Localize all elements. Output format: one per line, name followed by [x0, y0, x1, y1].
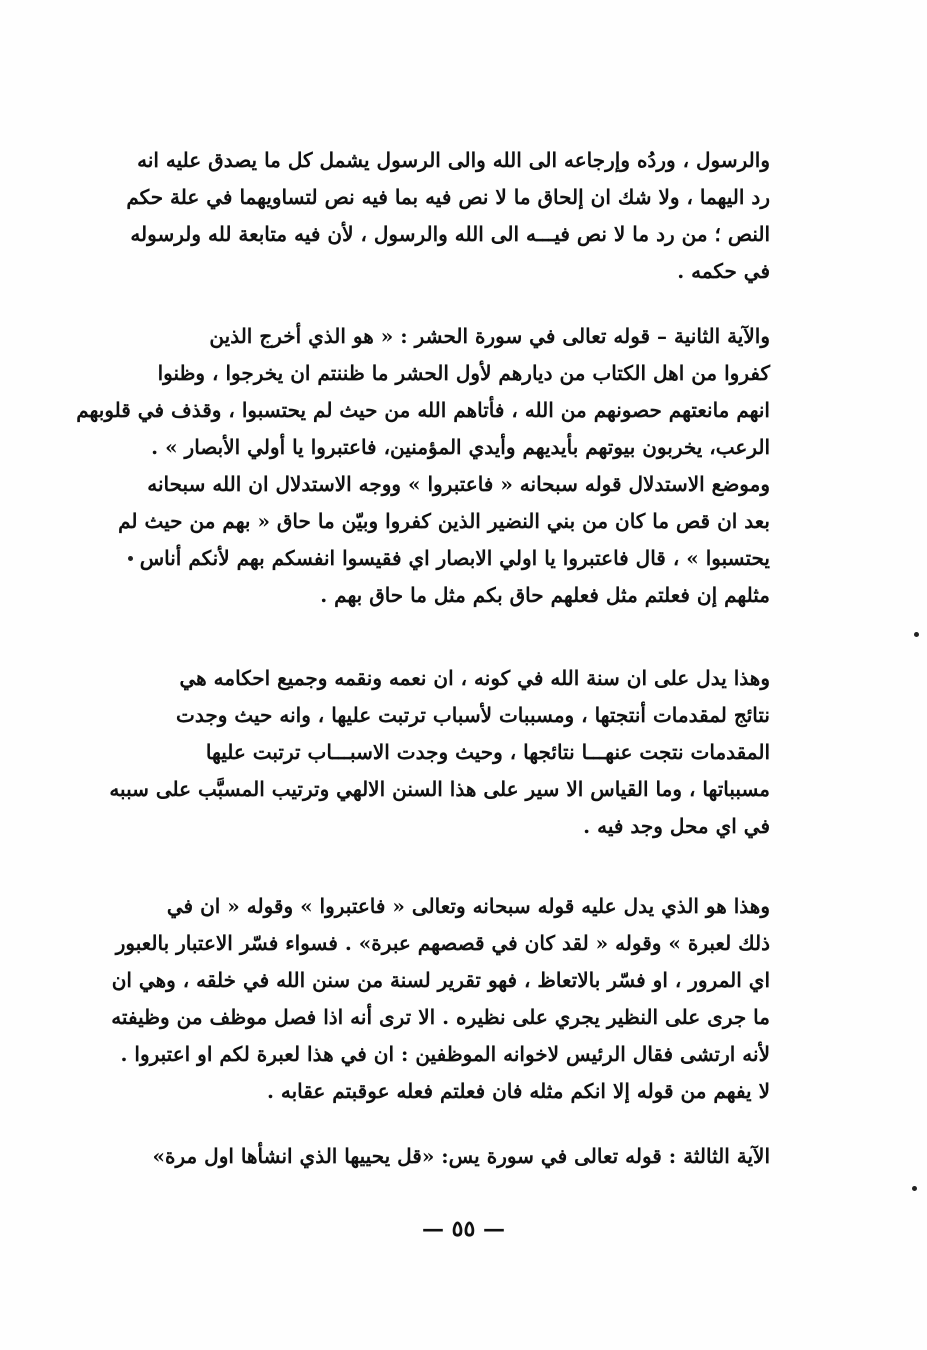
- text-line: رد اليهما ، ولا شك ان إلحاق ما لا نص فيه بما فيه نص لتساويهما في علة حكم: [126, 185, 770, 209]
- text-line: مثلهم إن فعلتم مثل فعلهم حاق بكم مثل ما حاق بهم .: [320, 583, 770, 607]
- text-line: والآية الثانية – قوله تعالى في سورة الحشر : « هو الذي أخرج الذين: [209, 324, 770, 348]
- paragraph-1: [126, 142, 770, 290]
- text-line: الآية الثالثة : قوله تعالى في سورة يس: «قل يحييها الذي انشأها اول مرة»: [152, 1144, 770, 1168]
- text-line: والرسول ، وردُه وإرجاعه الى الله والى الرسول يشمل كل ما يصدق عليه انه: [137, 148, 770, 172]
- text-line: مسبباتها ، وما القياس الا سير على هذا السنن الالهي وترتيب المسبَّب على سببه: [109, 777, 770, 801]
- margin-dot: [912, 1186, 917, 1191]
- text-line: النص ؛ من رد ما لا نص فيـــه الى الله والرسول ، لأن فيه متابعة لله ولرسوله: [130, 222, 770, 246]
- margin-dot: [914, 632, 919, 637]
- text-line: نتائج لمقدمات أنتجتها ، ومسببات لأسباب ترتبت عليها ، وانه حيث وجدت: [176, 703, 770, 727]
- text-line: لأنه ارتشى فقال الرئيس لاخوانه الموظفين : ان في هذا لعبرة لكم او اعتبروا .: [120, 1042, 770, 1066]
- page-number: — ٥٥ —: [422, 1216, 505, 1242]
- text-line: وهذا هو الذي يدل عليه قوله سبحانه وتعالى « فاعتبروا » وقوله « ان في: [166, 894, 770, 918]
- text-line: كفروا من اهل الكتاب من ديارهم لأول الحشر ما ظننتم ان يخرجوا ، وظنوا: [157, 361, 770, 385]
- text-line: بعد ان قص ما كان من بني النضير الذين كفروا وبيّن ما حاق « بهم من حيث لم: [118, 509, 770, 533]
- text-line: في حكمه .: [677, 259, 770, 283]
- text-line: اي المرور ، او فسّر بالاتعاظ ، فهو تقرير لسنة من سنن الله في خلقه ، وهي ان: [111, 968, 770, 992]
- paragraph-4: [111, 888, 770, 1110]
- text-line: انهم مانعتهم حصونهم من الله ، فأتاهم الله من حيث لم يحتسبوا ، وقذف في قلوبهم: [76, 398, 770, 422]
- paragraph-5: [150, 1138, 770, 1175]
- text-line: وهذا يدل على ان سنة الله في كونه ، ان نعمه ونقمه وجميع احكامه هي: [179, 666, 770, 690]
- text-line: ما جرى على النظير يجري على نظيره . الا ترى أنه اذا فصل موظف من وظيفته: [111, 1005, 770, 1029]
- text-line: ذلك لعبرة » وقوله « لقد كان في قصصهم عبرة» . فسواء فسّر الاعتبار بالعبور: [115, 931, 770, 955]
- text-line: المقدمات نتجت عنهـــا نتائجها ، وحيث وجدت الاسبـــاب ترتبت عليها: [205, 740, 770, 764]
- text-line: لا يفهم من قوله إلا انكم مثله فان فعلتم فعله عوقبتم عقابه .: [266, 1079, 770, 1103]
- text-line: في اي محل وجد فيه .: [583, 814, 770, 838]
- text-line: الرعب، يخربون بيوتهم بأيديهم وأيدي المؤمنين، فاعتبروا يا أولي الأبصار » .: [151, 435, 770, 459]
- paragraph-2: [76, 318, 770, 614]
- paragraph-3: [109, 660, 770, 845]
- text-line: وموضع الاستدلال قوله سبحانه « فاعتبروا » ووجه الاستدلال ان الله سبحانه: [147, 472, 770, 496]
- text-line: يحتسبوا » ، قال فاعتبروا يا اولي الابصار اي فقيسوا انفسكم بهم لأنكم أناس: [139, 546, 770, 570]
- margin-dot: [128, 556, 133, 561]
